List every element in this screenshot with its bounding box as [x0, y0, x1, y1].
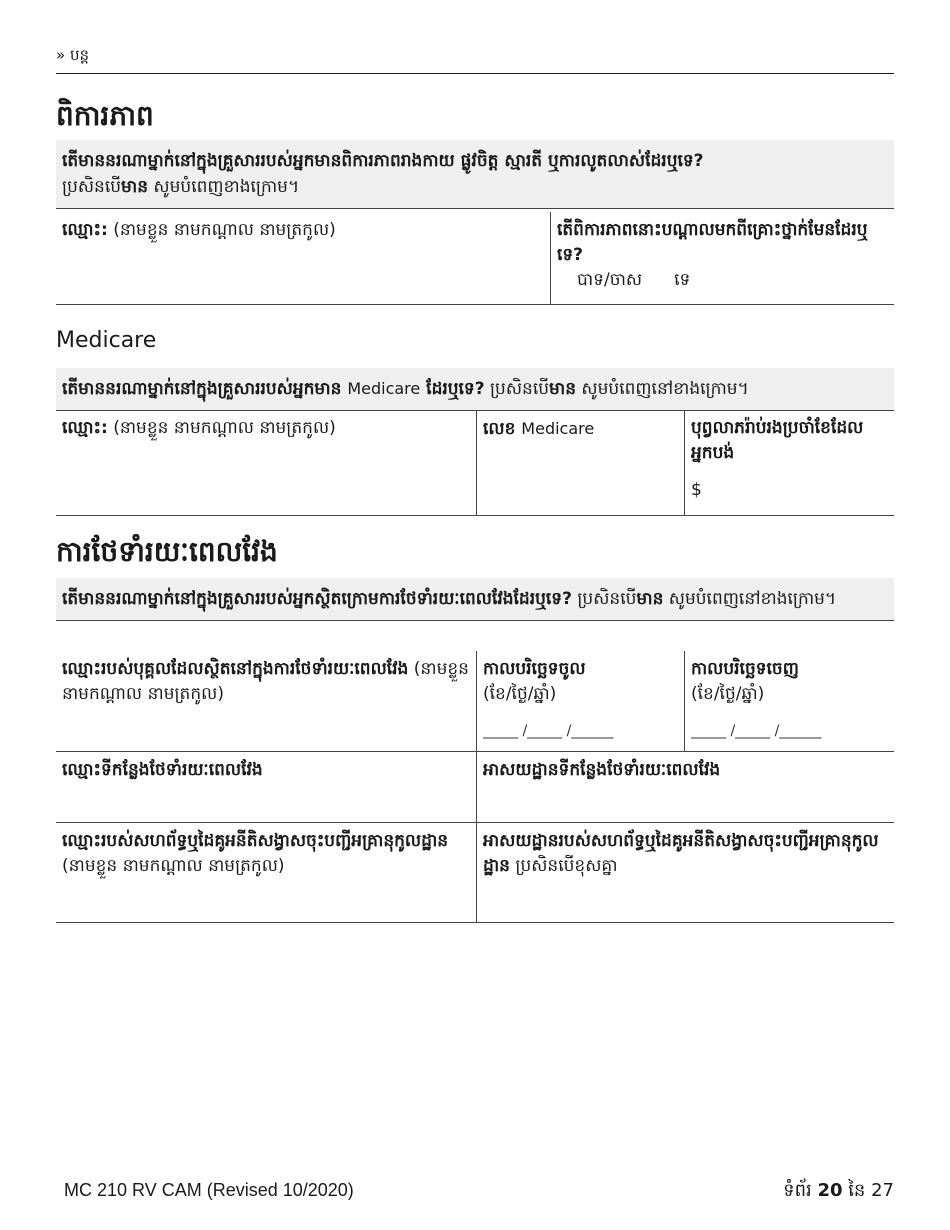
- ltc-if-yes: មាន: [636, 589, 664, 609]
- ltc-facility-address-field[interactable]: [477, 752, 895, 822]
- ltc-spouse-address-field[interactable]: [477, 822, 895, 922]
- ltc-person-field[interactable]: [56, 651, 477, 751]
- medicare-name-hint: (នាមខ្លួន នាមកណ្ដាល នាមត្រកូល): [107, 418, 336, 438]
- disability-name-label: ឈ្មោះ:: [62, 220, 108, 240]
- medicare-number-field[interactable]: [477, 410, 685, 515]
- disability-if-post: សូមបំពេញខាងក្រោម។: [148, 177, 300, 197]
- disability-table: [56, 212, 894, 305]
- dollar-sign: $: [691, 480, 702, 500]
- ltc-question-text: តើមាននរណាម្នាក់នៅក្នុងគ្រួសាររបស់អ្នកស្ថិតក្រោមការថែទាំរយៈពេលវែងដែរឬទេ?: [62, 589, 572, 609]
- medicare-if-pre: ប្រសិនបើ: [484, 379, 550, 399]
- ltc-date-in-label: កាលបរិច្ឆេទចូល: [483, 659, 586, 679]
- medicare-heading: Medicare: [56, 328, 157, 353]
- ltc-date-out-label: កាលបរិច្ឆេទចេញ: [691, 659, 799, 679]
- ltc-date-out-format: (ខែ/ថ្ងៃ/ឆ្នាំ): [691, 684, 765, 704]
- medicare-premium-field[interactable]: [685, 410, 895, 515]
- ltc-spouse-name-hint: (នាមខ្លួន នាមកណ្ដាល នាមត្រកូល): [62, 855, 285, 876]
- medicare-premium-label: បុព្វលាភរ៉ាប់រងប្រចាំខែដែលអ្នកបង់: [691, 418, 864, 463]
- continued-label: » បន្ត: [56, 46, 89, 64]
- ltc-facility-address-label: អាសយដ្ឋានទីកន្លែងថែទាំរយៈពេលវែង: [483, 760, 721, 780]
- medicare-if-yes: មាន: [549, 379, 577, 399]
- disability-heading: ពិការភាព: [56, 99, 154, 132]
- ltc-date-in-blanks: _____ /_____ /______: [483, 723, 614, 739]
- medicare-question-word: Medicare: [347, 379, 421, 398]
- medicare-table: [56, 410, 894, 516]
- accident-no-option[interactable]: ទេ: [674, 270, 691, 290]
- ltc-table: [56, 651, 894, 752]
- disability-name-field[interactable]: [56, 212, 551, 304]
- page-word: ទំព័រ: [783, 1180, 818, 1201]
- ltc-person-label: ឈ្មោះរបស់បុគ្គលដែលស្ថិតនៅក្នុងការថែទាំរយៈពេលវែង: [62, 659, 409, 679]
- medicare-name-field[interactable]: [56, 410, 477, 515]
- accident-yes-option[interactable]: បាទ/ចាស: [577, 270, 643, 290]
- disability-question: [56, 140, 894, 209]
- medicare-question: [56, 368, 894, 411]
- disability-question-text: តើមាននរណាម្នាក់នៅក្នុងគ្រួសាររបស់អ្នកមានពិការភាពរាងកាយ ផ្លូវចិត្ត ស្មារតី ឬការលូតលាស់ដែរឬទេ?: [62, 151, 704, 171]
- disability-if-pre: ប្រសិនបើ: [62, 177, 122, 197]
- ltc-spouse-address-label: អាសយដ្ឋានរបស់សហព័ទ្ធឬដៃគូអនីតិសង្វាសចុះបញ្ជីអគ្រានុកូលដ្ឋាន: [483, 830, 879, 876]
- ltc-question: [56, 578, 894, 621]
- disability-if-yes: មាន: [121, 177, 149, 197]
- disability-accident-field: [551, 212, 895, 304]
- ltc-if-post: សូមបំពេញនៅខាងក្រោម។: [663, 589, 837, 609]
- page-total: 27: [871, 1180, 894, 1201]
- ltc-date-in-format: (ខែ/ថ្ងៃ/ឆ្នាំ): [483, 684, 557, 704]
- disability-accident-label: តើពិការភាពនោះបណ្ដាលមកពីគ្រោះថ្នាក់មែនដែរឬទេ?: [557, 220, 868, 265]
- page-number: 20: [817, 1180, 843, 1201]
- medicare-name-label: ឈ្មោះ:: [62, 418, 108, 438]
- of-word: នៃ: [842, 1180, 872, 1201]
- header-rule: [56, 73, 894, 74]
- form-id: MC 210 RV CAM (Revised 10/2020): [64, 1180, 354, 1200]
- disability-name-hint: (នាមខ្លួន នាមកណ្ដាល នាមត្រកូល): [107, 220, 336, 240]
- ltc-spouse-name-field[interactable]: [56, 822, 477, 922]
- ltc-person-hint: (នាមខ្លួន នាមកណ្ដាល នាមត្រកូល): [62, 659, 469, 704]
- ltc-facility-name-label: ឈ្មោះទីកន្លែងថែទាំរយៈពេលវែង: [62, 760, 263, 780]
- medicare-question-a: តើមាននរណាម្នាក់នៅក្នុងគ្រួសាររបស់អ្នកមាន: [62, 379, 348, 399]
- ltc-facility-name-field[interactable]: [56, 752, 477, 822]
- page-indicator: [783, 1178, 894, 1205]
- medicare-number-label-a: លេខ: [483, 419, 522, 439]
- ltc-date-out-blanks: _____ /_____ /______: [691, 723, 822, 739]
- medicare-question-b: ដែរឬទេ?: [420, 379, 485, 399]
- ltc-spouse-name-label: ឈ្មោះរបស់សហព័ទ្ធឬដៃគូអនីតិសង្វាសចុះបញ្ជីអគ្រានុកូលដ្ឋាន: [62, 830, 449, 851]
- ltc-date-out-field[interactable]: [685, 651, 895, 751]
- ltc-heading: ការថែទាំរយៈពេលវែង: [56, 535, 278, 568]
- ltc-date-in-field[interactable]: [477, 651, 685, 751]
- ltc-spouse-address-hint: ប្រសិនបើខុសគ្នា: [509, 855, 618, 876]
- ltc-if-pre: ប្រសិនបើ: [571, 589, 637, 609]
- medicare-if-post: សូមបំពេញនៅខាងក្រោម។: [576, 379, 749, 399]
- accident-options: [557, 268, 888, 293]
- ltc-facility-table: [56, 752, 894, 923]
- medicare-number-label-b: Medicare: [521, 419, 595, 438]
